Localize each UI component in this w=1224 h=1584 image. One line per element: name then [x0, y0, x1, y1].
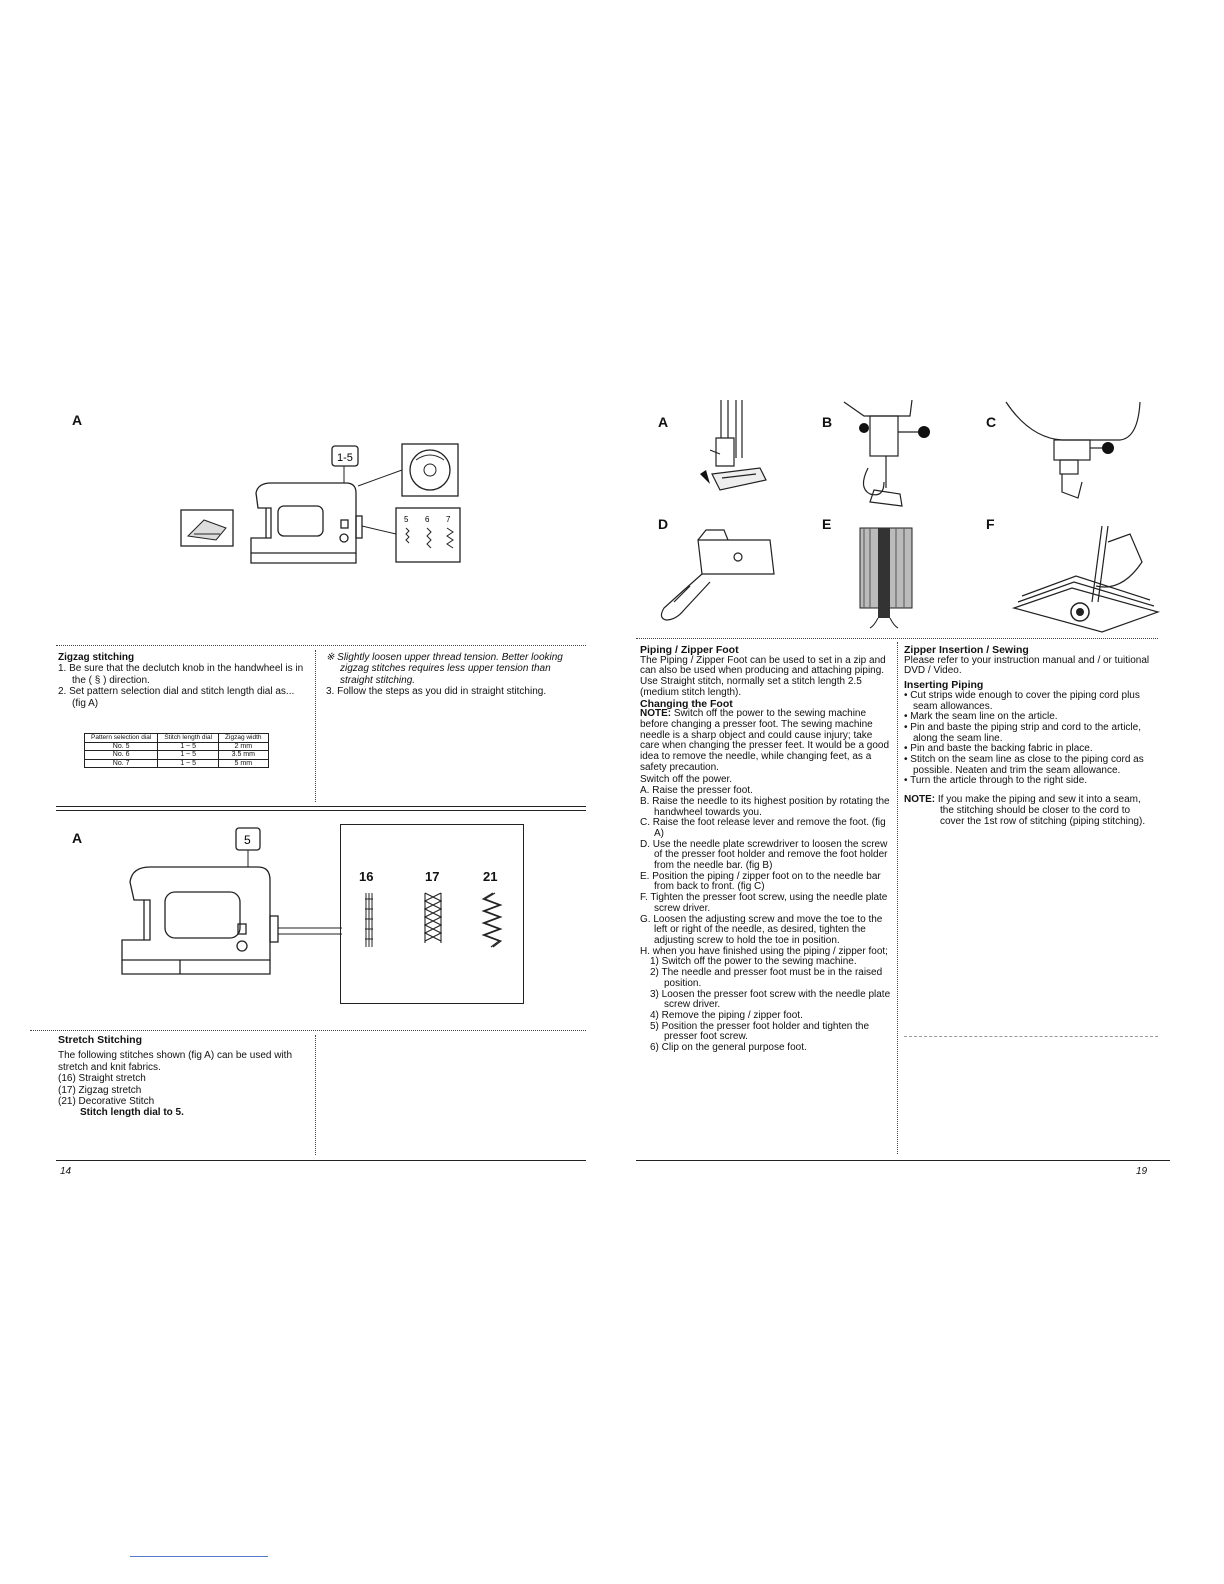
footer-rule-left [56, 1160, 586, 1161]
piping-intro: The Piping / Zipper Foot can be used to set in a zip and can also be used when producing and attaching piping. [640, 654, 886, 677]
stretch-item: (21) Decorative Stitch [58, 1096, 155, 1108]
stitch-length-dial-icon [358, 444, 458, 496]
table-cell: 1 ~ 5 [158, 751, 219, 760]
removal-substep: 2) The needle and presser foot must be in the raised position. [650, 967, 883, 989]
removal-substep: 1) Switch off the power to the sewing machine. [650, 956, 857, 968]
table-header: Pattern selection dial [85, 734, 158, 743]
changing-step: H. when you have finished using the piping / zipper foot; [640, 945, 888, 957]
piping-cord-icon [856, 522, 916, 628]
table-cell: No. 6 [85, 751, 158, 760]
sewing-piping-icon [1012, 522, 1162, 632]
stitch-num-5: 5 [404, 515, 409, 524]
table-cell: 1 ~ 5 [158, 742, 219, 751]
presser-foot-inset-icon [181, 510, 233, 546]
removal-substep: 5) Position the presser foot holder and tighten the presser foot screw. [650, 1020, 870, 1043]
fig-label-d: D [658, 516, 669, 532]
changing-step: F. Tighten the presser foot screw, using the needle plate screw driver. [640, 892, 888, 914]
piping-bullet: • Stitch on the seam line as close to the piping cord as possible. Neaten and trim the seam allowance. [904, 754, 1144, 776]
piping-stitch-setting: Use Straight stitch, normally set a stitch length 2.5 (medium stitch length). [640, 676, 862, 698]
zigzag-settings-table-wrap [84, 733, 269, 768]
zipper-heading: Zipper Insertion / Sewing [904, 644, 1029, 656]
changing-step: E. Position the piping / zipper foot on to the needle bar from back to front. (fig C) [640, 870, 881, 893]
inserting-piping-heading: Inserting Piping [904, 679, 984, 692]
piping-heading: Piping / Zipper Foot [640, 644, 739, 656]
note-label: NOTE: [640, 708, 672, 720]
stretch-last-instruction: Stitch length dial to 5. [80, 1107, 184, 1119]
zipper-section [904, 645, 1154, 827]
zigzag-step-1: 1. Be sure that the declutch knob in the handwheel is in the ( § ) direction. [58, 663, 304, 686]
zigzag-section [58, 652, 310, 709]
zigzag-step-2: 2. Set pattern selection dial and stitch length dial as... (fig A) [58, 686, 295, 709]
changing-step: A. Raise the presser foot. [640, 785, 753, 797]
page-number-left: 14 [60, 1166, 72, 1177]
switch-off-text: Switch off the power. [640, 774, 733, 786]
fig-label-c: C [986, 414, 997, 430]
page-number-right: 19 [1136, 1166, 1148, 1177]
piping-bullet: • Pin and baste the backing fabric in place. [904, 743, 1093, 755]
sewing-machine-body-icon [251, 483, 362, 563]
presser-foot-release-icon [676, 398, 776, 498]
stretch-heading: Stretch Stitching [58, 1034, 143, 1046]
zipper-foot-icon [650, 524, 780, 628]
divider-dotted-mid-right [904, 1036, 1158, 1037]
bottom-blue-line [130, 1556, 268, 1557]
piping-bullet: • Mark the seam line on the article. [904, 711, 1058, 723]
fig-label-a: A [658, 414, 669, 430]
table-cell: 2 mm [219, 742, 269, 751]
zipper-intro: Please refer to your instruction manual and / or tuitional DVD / Video. [904, 654, 1150, 677]
divider-dotted-top-right [636, 638, 1158, 639]
stitch-num-7: 7 [446, 515, 451, 524]
table-cell: 5 mm [219, 759, 269, 768]
fig-label-e: E [822, 516, 832, 532]
stretch-pattern-inset [340, 824, 524, 1004]
zigzag-heading: Zigzag stitching [58, 652, 135, 663]
sewing-machine-stretch-illustration [110, 822, 350, 982]
zigzag-tension-note: ※ Slightly loosen upper thread tension. Better looking zigzag stitches requires less upper tension than straight stitching. [326, 652, 563, 686]
stretch-pattern-num-16: 16 [359, 869, 374, 884]
changing-foot-heading: Changing the Foot [640, 697, 733, 710]
sewing-machine-zigzag-illustration [176, 438, 466, 568]
stretch-section [58, 1035, 310, 1119]
stretch-pattern-num-17: 17 [425, 869, 440, 884]
figure-label-a-top: A [72, 412, 83, 428]
changing-step: D. Use the needle plate screwdriver to loosen the screw of the presser foot holder and remove the foot holder from the needle bar. (fig B) [640, 838, 888, 872]
stretch-pattern-num-21: 21 [483, 869, 498, 884]
stitch-num-6: 6 [425, 515, 430, 524]
divider-vertical-zigzag [315, 650, 316, 802]
fig-label-f: F [986, 516, 995, 532]
changing-foot-note [640, 709, 892, 773]
zipper-note [904, 795, 1154, 827]
stretch-stitch-patterns-icon [341, 891, 523, 951]
changing-step: B. Raise the needle to its highest position by rotating the handwheel towards you. [640, 795, 890, 818]
zigzag-note-column [326, 652, 578, 698]
table-cell: 1 ~ 5 [158, 759, 219, 768]
stretch-item: (17) Zigzag stretch [58, 1084, 142, 1096]
note-text: If you make the piping and sew it into a seam, the stitching should be closer to the cord to cover the 1st row of stitching (piping stitching). [937, 794, 1146, 827]
removal-substep: 3) Loosen the presser foot screw with the needle plate screw driver. [650, 988, 891, 1011]
piping-bullet: • Pin and baste the piping strip and cord to the article, along the seam line. [904, 721, 1141, 744]
piping-bullet: • Cut strips wide enough to cover the piping cord plus seam allowances. [904, 689, 1140, 712]
removal-substep: 6) Clip on the general purpose foot. [650, 1042, 807, 1054]
callout-stitch-length-label: 1-5 [337, 452, 353, 464]
divider-dotted-stretch [30, 1030, 586, 1031]
zigzag-settings-table [84, 733, 269, 768]
foot-holder-screwdriver-icon [840, 398, 940, 508]
changing-step: G. Loosen the adjusting screw and move the toe to the left or right of the needle, as desired, tighten the adjusting screw to hold the toe in position. [640, 913, 883, 946]
zigzag-step-3: 3. Follow the steps as you did in straight stitching. [326, 686, 547, 698]
divider-vertical-right [897, 642, 898, 1154]
changing-step: C. Raise the foot release lever and remove the foot. (fig A) [640, 817, 886, 839]
removal-substep: 4) Remove the piping / zipper foot. [650, 1009, 803, 1021]
piping-section [640, 645, 892, 1054]
note-label: NOTE: [904, 794, 936, 806]
piping-bullet: • Turn the article through to the right side. [904, 775, 1088, 787]
table-cell: No. 7 [85, 759, 158, 768]
table-header: Stitch length dial [158, 734, 219, 743]
footer-rule-right [636, 1160, 1170, 1161]
figure-label-a-bottom: A [72, 830, 83, 846]
table-cell: 3.5 mm [219, 751, 269, 760]
divider-dotted-top-left [56, 645, 586, 646]
table-cell: No. 5 [85, 742, 158, 751]
table-header: Zigzag width [219, 734, 269, 743]
stretch-intro: The following stitches shown (fig A) can be used with stretch and knit fabrics. [58, 1050, 293, 1073]
zipper-foot-attached-icon [1000, 398, 1140, 504]
callout-pattern-label: 5 [244, 833, 251, 847]
pattern-dial-inset-icon [362, 508, 460, 562]
divider-vertical-stretch [315, 1035, 316, 1155]
sewing-machine-body-icon [122, 867, 278, 974]
divider-solid-mid-left-2 [56, 810, 586, 811]
fig-label-b: B [822, 414, 833, 430]
note-text: Switch off the power to the sewing machine before changing a presser foot. The sewing machine needle is a sharp object and could cause injury; take care when changing the presser feet. It would be a good idea to remove the needle, while changing feet, as a safety precaution. [640, 708, 890, 773]
divider-solid-mid-left [56, 806, 586, 807]
stretch-item: (16) Straight stretch [58, 1073, 146, 1085]
